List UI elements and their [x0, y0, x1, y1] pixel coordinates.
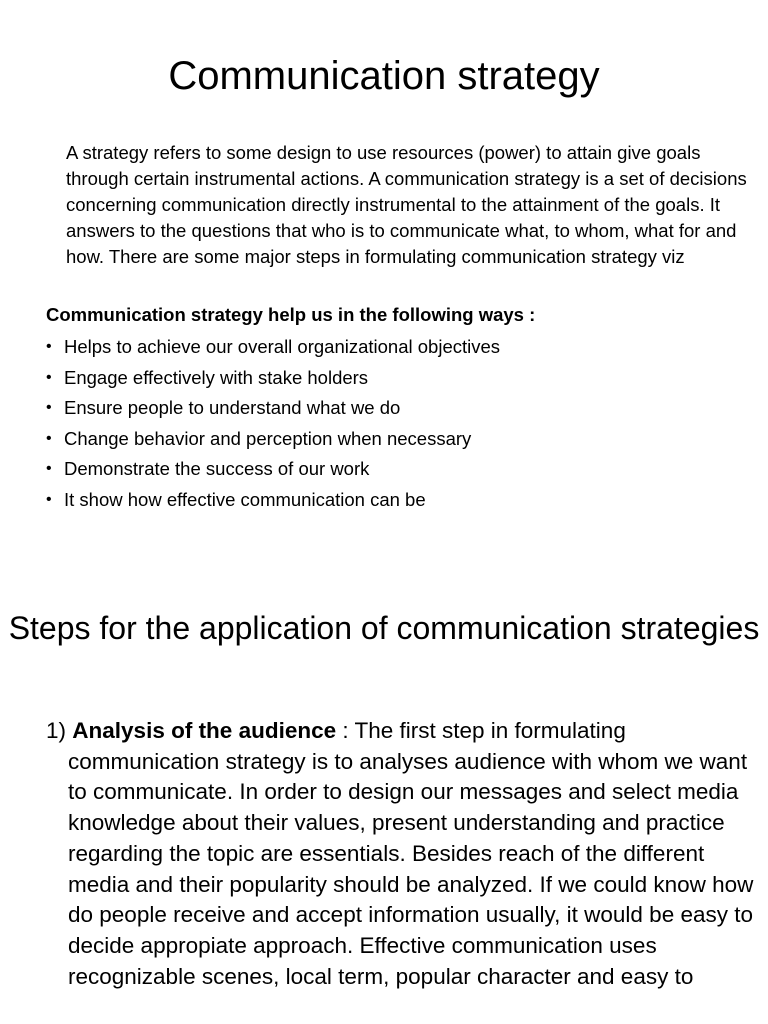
step-number: 1) — [46, 718, 67, 743]
bullet-item — [46, 332, 736, 363]
bullet-text: Ensure people to understand what we do — [64, 397, 401, 418]
bullet-dot: • — [46, 368, 52, 386]
bullet-item — [46, 485, 736, 516]
bullet-item — [46, 363, 736, 394]
bullet-list — [46, 332, 736, 515]
bullet-dot: • — [46, 429, 52, 447]
section-title: Steps for the application of communication strategies — [8, 610, 760, 646]
bullet-text: Engage effectively with stake holders — [64, 366, 369, 388]
bullet-item — [46, 393, 736, 424]
bullets-heading: Communication strategy help us in the following ways : — [46, 304, 536, 325]
bullet-dot: • — [46, 338, 52, 355]
bullet-text: It show how effective communication can be — [64, 488, 426, 510]
intro-paragraph: A strategy refers to some design to use resources (power) to attain give goals through certain instrumental actions. A communication strategy is a set of decisions concerning communication directly instrumental to the attainment of the goals. It answers to the questions that who is to communicate what, to whom, what for and how. There are some major steps in formulating communication strategy viz — [66, 142, 747, 267]
bullet-text: Demonstrate the success of our work — [64, 458, 370, 479]
bullet-dot: • — [46, 490, 52, 508]
bullet-text: Helps to achieve our overall organizational objectives — [64, 336, 501, 357]
step-paragraph — [46, 716, 758, 992]
slide-title: Communication strategy — [168, 54, 600, 98]
bullet-dot: • — [46, 460, 52, 477]
bullet-item — [46, 454, 736, 485]
step-heading: Analysis of the audience — [72, 718, 337, 743]
step-text: : The first step in formulating communication strategy is to analyses audience with whom we want to communicate. In order to design our messages and select media knowledge about their values, present understanding and practice regarding the topic are essentials. Besides reach of the different media and their popularity should be analyzed. If we could know how do people receive and accept information usually, it would be easy to decide appropiate approach. Effective communication uses recognizable scenes, local term, popular character and easy to — [68, 718, 754, 989]
bullet-item — [46, 424, 736, 455]
bullet-dot: • — [46, 399, 52, 416]
bullet-text: Change behavior and perception when necessary — [64, 427, 472, 449]
